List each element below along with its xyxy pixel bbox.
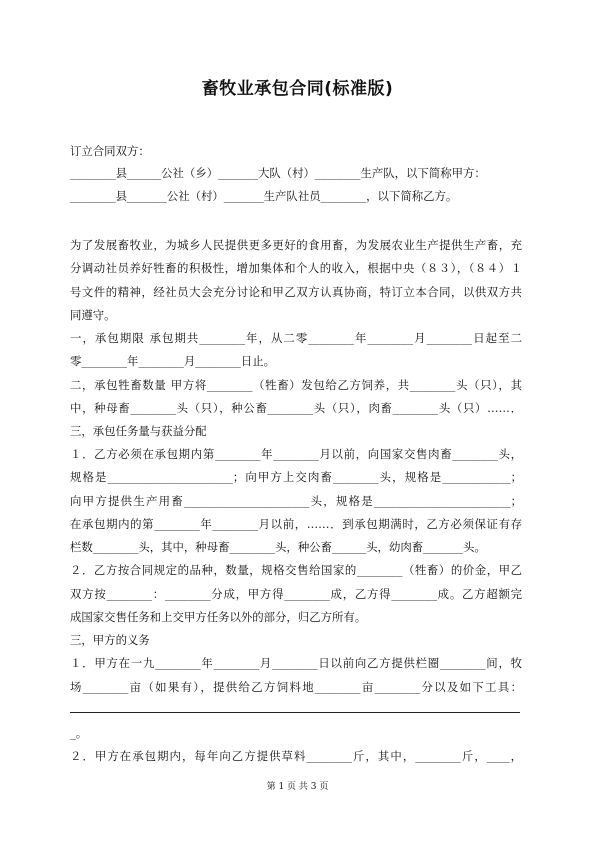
clause-tasks-line-4: 在承包期内的第________年________月以前，……．到承包期满时，乙方必须保证有存	[70, 517, 522, 531]
party-a-line: ________县______公社（乡）_______大队（村）________生产队，以下简称甲方：	[70, 166, 486, 180]
clause-livestock-line-2: 中，种母畜________头（只），种公畜________头（只），肉畜________头（只）……．	[70, 401, 522, 415]
clause-tasks-line-3: 向甲方提供生产用畜______________________头，规格是________________________；	[70, 494, 522, 508]
page-number: 第 1 页 共 3 页	[266, 782, 329, 792]
clause-tasks-line-1: １．乙方必须在承包期内第________年________月以前，向国家交售肉畜________头，	[70, 447, 522, 461]
clause-party-a-duties-line-2: 场________亩（如果有），提供给乙方饲料地________亩________分以及如下工具：	[70, 680, 522, 694]
clause-livestock-line-1: 二，承包牲畜数量 甲方将________（牲畜）发包给乙方饲养，共________头（只），其	[70, 378, 522, 392]
clause-party-a-duties-line-3: _。	[70, 726, 88, 740]
party-b-line: ________县_______公社（村）_______生产队社员________，以下简称乙方。	[70, 189, 458, 203]
clause-term-line-1: 一，承包期限 承包期共________年，从二零________年________月________日起至二	[70, 331, 522, 345]
clause-tasks-line-8: 成国家交售任务和上交甲方任务以外的部分，归乙方所有。	[70, 610, 367, 624]
clause-tasks-line-6: ２．乙方按合同规定的品种，数量，规格交售给国家的________（牲畜）的价金，甲乙	[70, 563, 522, 577]
tools-blank-line	[70, 712, 520, 713]
document-title: 畜牧业承包合同(标准版)	[201, 79, 394, 99]
preamble-line-4: 同遵守。	[70, 308, 116, 322]
clause-party-a-duties-line-4: ２．甲方在承包期内，每年向乙方提供草料________斤，其中，________斤，____，	[70, 749, 522, 763]
contract-parties-heading: 订立合同双方：	[70, 144, 150, 158]
preamble-line-1: 为了发展畜牧业，为城乡人民提供更多更好的食用畜，为发展农业生产提供生产畜，充	[70, 238, 522, 252]
clause-tasks-line-2: 规格是______________________；向甲方上交肉畜________头，规格是____________；	[70, 470, 522, 484]
clause-party-a-duties-heading: 三，甲方的义务	[70, 633, 150, 647]
clause-term-line-2: 零________年________月________日止。	[70, 354, 276, 368]
clause-tasks-line-7: 双方按________：________分成，甲方得________成，乙方得________成。乙方超额完	[70, 587, 522, 601]
clause-tasks-heading: 三，承包任务量与获益分配	[70, 424, 207, 438]
preamble-line-2: 分调动社员养好牲畜的积极性，增加集体和个人的收入，根据中央（８３），（８４）１	[70, 261, 522, 275]
clause-party-a-duties-line-1: １．甲方在一九________年________月________日以前向乙方提供栏圈________间，牧	[70, 656, 522, 670]
preamble-line-3: 号文件的精神，经社员大会充分讨论和甲乙双方认真协商，特订立本合同，以供双方共	[70, 285, 522, 299]
clause-tasks-line-5: 栏数________头，其中，种母畜________头，种公畜______头，幼肉畜_______头。	[70, 540, 486, 554]
